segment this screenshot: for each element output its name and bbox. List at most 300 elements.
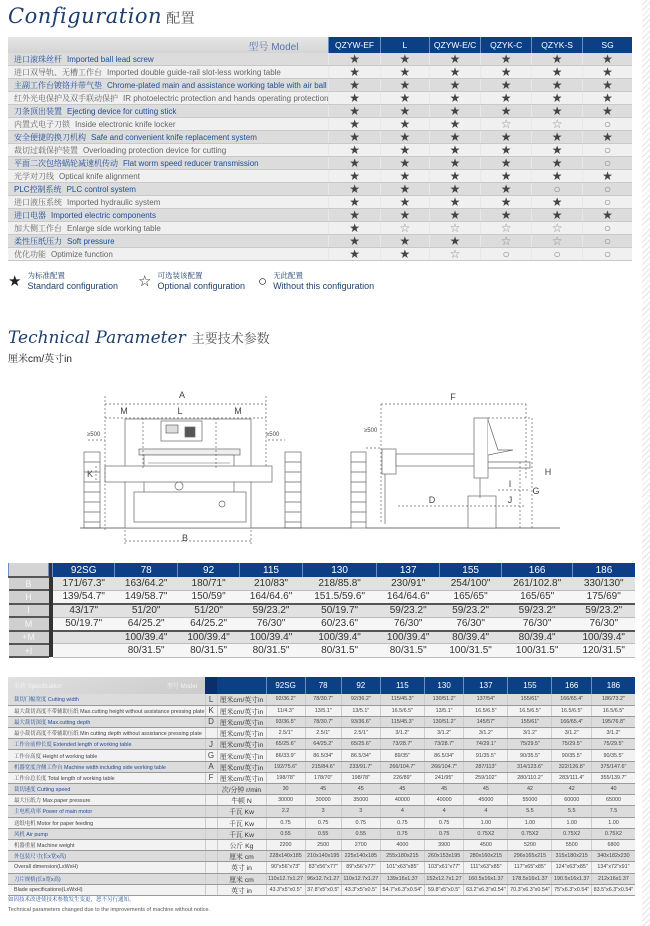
filled-star-icon: ★ [583, 79, 632, 92]
dimension-cell: 171/67.3" [53, 577, 115, 590]
spec-cell: 2.5/1" [341, 728, 380, 739]
spec-cell: 166/65.4" [552, 694, 591, 705]
spec-cell: 0.75 [305, 817, 341, 828]
feature-name [8, 105, 329, 118]
specification-header-row [8, 677, 635, 694]
filled-star-icon: ★ [532, 53, 583, 66]
feature-name-en: Soft pressure [67, 236, 115, 246]
spec-cell: 45 [305, 784, 341, 795]
outline-star-icon: ☆ [481, 235, 532, 248]
spec-cell: 40 [591, 784, 635, 795]
spec-cell: 30000 [305, 795, 341, 806]
spec-cell: 117"x65"x85" [508, 862, 552, 873]
spec-cell: 280/110.2" [508, 772, 552, 783]
footnote [8, 895, 210, 915]
filled-star-icon: ★ [481, 105, 532, 118]
dimension-row [9, 644, 636, 657]
feature-name-en: Enlarge side working table [67, 223, 161, 233]
spec-code [205, 784, 217, 795]
spec-cell: 1.00 [464, 817, 508, 828]
dimension-cell: 59/23.2" [572, 604, 635, 617]
dimension-cell: 164/64.6" [377, 590, 439, 603]
legend-item-standard [8, 270, 138, 292]
spec-unit: 公斤 Kg [217, 839, 266, 850]
spec-row [8, 806, 635, 817]
spec-cell: 42 [552, 784, 591, 795]
spec-row [8, 739, 635, 750]
filled-star-icon: ★ [481, 79, 532, 92]
spec-cell: 111"x63"x85" [464, 862, 508, 873]
feature-row [8, 157, 632, 170]
spec-cell: 89/35" [380, 750, 424, 761]
spec-cell: 91/35.5" [464, 750, 508, 761]
spec-cell: 63.2"x6.3"x0.54" [464, 884, 508, 895]
spec-cell: 45 [341, 784, 380, 795]
clearance-label-side: ≥500 [364, 428, 378, 434]
feature-row [8, 53, 632, 66]
dimension-row-label: B [9, 577, 49, 590]
model-header: 型号 Model [8, 37, 329, 53]
feature-name-cn: 柔性压纸压力 [14, 236, 62, 246]
feature-name-cn: 红外光电保护及双手联动保护 [14, 93, 118, 103]
dimension-row-label: I [9, 604, 49, 617]
feature-row [8, 170, 632, 183]
outline-star-icon: ☆ [532, 235, 583, 248]
spec-cell: 45 [464, 784, 508, 795]
feature-row [8, 92, 632, 105]
dimension-cell: 100/39.4" [177, 631, 239, 644]
dimension-cell: 149/58.7" [115, 590, 177, 603]
filled-star-icon: ★ [481, 157, 532, 170]
spec-cell: 11/4.3" [266, 705, 305, 716]
filled-star-icon: ★ [481, 144, 532, 157]
spec-row [8, 750, 635, 761]
feature-name-cn: PLC控制系统 [14, 184, 62, 194]
feature-row [8, 235, 632, 248]
filled-star-icon: ★ [532, 157, 583, 170]
spec-cell: 65/25.6" [266, 739, 305, 750]
technical-title: Technical Parameter [8, 328, 186, 348]
outline-star-icon: ☆ [481, 222, 532, 235]
spec-cell: 0.55 [305, 828, 341, 839]
filled-star-icon: ★ [481, 131, 532, 144]
spec-cell: 90/35.5" [591, 750, 635, 761]
spec-cell: 130/51.2" [424, 694, 463, 705]
spec-cell: 195/76.8" [591, 716, 635, 727]
spec-cell: 2.5/1" [266, 728, 305, 739]
feature-name-cn: 加大侧工作台 [14, 223, 62, 233]
dimension-table [8, 563, 635, 658]
dimension-cell: 50/19.7" [302, 604, 377, 617]
spec-corner-model: 型号 Model [167, 684, 198, 690]
spec-name: 风机 Air pump [8, 828, 205, 839]
spec-cell: 96x12.7x1.27 [305, 873, 341, 884]
spec-cell: 178/70" [305, 772, 341, 783]
filled-star-icon: ★ [329, 196, 380, 209]
feature-name [8, 196, 329, 209]
feature-name-cn: 进口液压系统 [14, 197, 62, 207]
filled-star-icon: ★ [532, 209, 583, 222]
feature-name [8, 66, 329, 79]
feature-name [8, 222, 329, 235]
feature-name [8, 248, 329, 261]
feature-name-en: Overloading protection device for cutting [83, 145, 227, 155]
spec-code [205, 862, 217, 873]
dimension-cell: 64/25.2" [177, 617, 239, 630]
circle-icon: ○ [583, 118, 632, 131]
spec-cell: 16.5/6.5" [591, 705, 635, 716]
dimension-row-label: +M [9, 631, 49, 644]
filled-star-icon: ★ [429, 105, 480, 118]
spec-row [8, 828, 635, 839]
spec-corner-cn: 名称 [14, 684, 27, 690]
feature-name-en: Inside electronic knife locker [75, 119, 176, 129]
spec-cell: 70.3"x6.3"x0.54" [508, 884, 552, 895]
spec-cell: 210x140x195 [305, 851, 341, 862]
dim-label-A: A [178, 390, 186, 400]
model-column-header: QZYK-C [481, 37, 532, 53]
spec-cell: 78/30.7" [305, 716, 341, 727]
filled-star-icon: ★ [583, 170, 632, 183]
model-column-header: 92SG [266, 677, 305, 694]
spec-cell: 0.75 [380, 828, 424, 839]
spec-cell: 89"x56"x77" [341, 862, 380, 873]
brick-wall-left [84, 452, 100, 528]
circle-icon: ○ [583, 196, 632, 209]
filled-star-icon: ★ [429, 53, 480, 66]
feature-name [8, 131, 329, 144]
dimension-cell: 59/23.2" [377, 604, 439, 617]
spec-unit: 厘米cm/英寸in [217, 761, 266, 772]
spec-unit: 英寸 in [217, 862, 266, 873]
spec-cell: 3900 [424, 839, 463, 850]
spec-corner-en: Specification [27, 684, 62, 690]
filled-star-icon: ★ [532, 79, 583, 92]
dimension-cell: 164/64.6" [240, 590, 302, 603]
spec-cell: 73/28.7" [424, 739, 463, 750]
spec-cell: 255x180x215 [380, 851, 424, 862]
spec-cell: 190.5x16x1.37 [552, 873, 591, 884]
dimension-row-label: +I [9, 644, 49, 657]
spec-cell: 75/29.5" [552, 739, 591, 750]
spec-unit: 厘米cm/英寸in [217, 750, 266, 761]
dimension-cell: 230/91" [377, 577, 439, 590]
filled-star-icon: ★ [481, 170, 532, 183]
filled-star-icon: ★ [481, 92, 532, 105]
dimension-cell: 50/19.7" [53, 617, 115, 630]
filled-star-icon: ★ [429, 196, 480, 209]
outline-star-icon: ☆ [481, 118, 532, 131]
dim-label-M-left: M [120, 406, 128, 416]
spec-cell: 3/1.2" [380, 728, 424, 739]
spec-code: J [205, 739, 217, 750]
spec-cell: 4 [464, 806, 508, 817]
circle-icon: ○ [583, 222, 632, 235]
filled-star-icon: ★ [583, 131, 632, 144]
feature-name [8, 118, 329, 131]
spec-cell: 45 [380, 784, 424, 795]
spec-code-header [205, 677, 217, 694]
spec-cell: 322/126.8" [552, 761, 591, 772]
spec-cell: 160.5x16x1.37 [464, 873, 508, 884]
dimension-cell: 218/85.8" [302, 577, 377, 590]
spec-row [8, 851, 635, 862]
outline-star-icon: ☆ [532, 222, 583, 235]
feature-name [8, 79, 329, 92]
spec-row [8, 716, 635, 727]
filled-star-icon: ★ [429, 209, 480, 222]
configuration-header-row [8, 37, 632, 53]
spec-cell: 283/111.4" [552, 772, 591, 783]
model-column-header: QZYW-E/C [429, 37, 480, 53]
spec-cell: 4000 [380, 839, 424, 850]
filled-star-icon: ★ [583, 209, 632, 222]
spec-cell: 4500 [464, 839, 508, 850]
spec-unit: 厘米cm/英寸in [217, 728, 266, 739]
spec-code [205, 817, 217, 828]
model-column-header: 92SG [53, 563, 115, 577]
filled-star-icon: ★ [329, 222, 380, 235]
model-column-header: 130 [424, 677, 463, 694]
spec-cell: 0.75 [380, 817, 424, 828]
feature-name-cn: 进口电器 [14, 210, 46, 220]
spec-unit: 千瓦 Kw [217, 828, 266, 839]
spec-code: L [205, 694, 217, 705]
dimension-cell: 76/30" [377, 617, 439, 630]
filled-star-icon: ★ [532, 170, 583, 183]
spec-cell: 43.3"x5"x0.5" [266, 884, 305, 895]
clearance-label-right: ≥500 [266, 432, 280, 438]
spec-cell: 186/73.2" [591, 694, 635, 705]
dimension-cell: 100/39.4" [240, 631, 302, 644]
feature-name-en: PLC control system [66, 184, 136, 194]
dim-label-B: B [181, 533, 189, 543]
spec-unit: 厘米 cm [217, 873, 266, 884]
spec-cell: 3 [305, 806, 341, 817]
spec-unit: 厘米cm/英寸in [217, 705, 266, 716]
dimension-cell: 100/39.4" [302, 631, 377, 644]
brick-wall-side [351, 452, 366, 528]
spec-cell: 13/5.1" [424, 705, 463, 716]
spec-cell: 93/36.5" [266, 716, 305, 727]
spec-name: Overall dimension(LxWxH) [8, 862, 205, 873]
spec-cell: 5.5 [508, 806, 552, 817]
dim-label-F: F [450, 392, 456, 402]
model-column-header: 155 [439, 563, 501, 577]
spec-cell: 152x12.7x1.27 [424, 873, 463, 884]
dim-label-M-right: M [234, 406, 242, 416]
filled-star-icon: ★ [329, 66, 380, 79]
filled-star-icon: ★ [329, 170, 380, 183]
filled-star-icon: ★ [429, 157, 480, 170]
spec-cell: 16.5/6.5" [464, 705, 508, 716]
spec-row [8, 884, 635, 895]
outline-star-icon: ☆ [429, 248, 480, 261]
filled-star-icon: ★ [329, 144, 380, 157]
feature-name [8, 209, 329, 222]
spec-cell: 73/28.7" [380, 739, 424, 750]
spec-cell: 166/65.4" [552, 716, 591, 727]
filled-star-icon: ★ [583, 105, 632, 118]
dimension-cell: 80/31.5" [302, 644, 377, 657]
footnote-en: Technical parameters changed due to the improvements of machine without notice. [8, 907, 211, 913]
spec-cell: 3/1.2" [591, 728, 635, 739]
model-column-header: 78 [305, 677, 341, 694]
spec-unit: 厘米cm/英寸in [217, 772, 266, 783]
spec-unit: 厘米cm/英寸in [217, 716, 266, 727]
dimension-cell: 76/30" [572, 617, 635, 630]
spec-code [205, 795, 217, 806]
spec-cell: 86.5/34" [341, 750, 380, 761]
filled-star-icon: ★ [329, 118, 380, 131]
filled-star-icon: ★ [8, 273, 22, 290]
filled-star-icon: ★ [532, 144, 583, 157]
spec-cell: 83"x56"x77" [305, 862, 341, 873]
feature-row [8, 183, 632, 196]
feature-name [8, 92, 329, 105]
spec-cell: 134"x72"x91" [591, 862, 635, 873]
front-view-drawing [80, 390, 352, 544]
legend-en: Without this configuration [273, 281, 375, 291]
spec-cell: 75"x6.3"x0.54" [552, 884, 591, 895]
spec-cell: 5200 [508, 839, 552, 850]
circle-icon: ○ [583, 248, 632, 261]
legend-en: Standard configuration [27, 281, 119, 291]
feature-name [8, 157, 329, 170]
model-column-header: QZYK-S [532, 37, 583, 53]
dimension-row-label: M [9, 617, 49, 630]
model-column-header: SG [583, 37, 632, 53]
spec-cell: 198/78" [266, 772, 305, 783]
feature-name [8, 183, 329, 196]
filled-star-icon: ★ [532, 131, 583, 144]
spec-unit-header [217, 677, 266, 694]
spec-cell: 287/113" [464, 761, 508, 772]
dimension-cell: 180/71" [177, 577, 239, 590]
spec-cell: 296x165x215 [508, 851, 552, 862]
dimension-cell: 64/25.2" [115, 617, 177, 630]
filled-star-icon: ★ [329, 105, 380, 118]
dimension-cell: 80/31.5" [377, 644, 439, 657]
feature-name-cn: 优化功能 [14, 249, 46, 259]
filled-star-icon: ★ [481, 196, 532, 209]
spec-name: 外包装尺寸(长x宽x高) [8, 851, 205, 862]
dim-label-D: D [428, 495, 436, 505]
dimension-cell: 76/30" [439, 617, 501, 630]
spec-cell: 314/123.6" [508, 761, 552, 772]
dimension-cell: 59/23.2" [439, 604, 501, 617]
spec-cell: 0.75X2 [591, 828, 635, 839]
dimension-cell: 80/31.5" [177, 644, 239, 657]
filled-star-icon: ★ [429, 118, 480, 131]
spec-cell: 0.75X2 [552, 828, 591, 839]
dimension-cell: 163/64.2" [115, 577, 177, 590]
dimension-cell: 59/23.2" [240, 604, 302, 617]
dimension-row-label: H [9, 590, 49, 603]
spec-cell: 86.5/34" [305, 750, 341, 761]
filled-star-icon: ★ [481, 183, 532, 196]
spec-unit: 英寸 in [217, 884, 266, 895]
spec-code: F [205, 772, 217, 783]
spec-cell: 228x140x185 [266, 851, 305, 862]
feature-name-en: Flat worm speed reducer transmission [123, 158, 259, 168]
dimension-cell: 60/23.6" [302, 617, 377, 630]
feature-name [8, 53, 329, 66]
spec-cell: 259/102" [464, 772, 508, 783]
spec-corner-header [8, 677, 205, 694]
dim-label-K: K [86, 469, 94, 479]
filled-star-icon: ★ [329, 53, 380, 66]
feature-name-en: Imported hydraulic system [67, 197, 161, 207]
spec-cell: 110x12.7x1.27 [341, 873, 380, 884]
spec-cell: 375/147.6" [591, 761, 635, 772]
dimension-row [9, 617, 636, 630]
dimension-header-row [9, 563, 636, 577]
dimension-row [9, 590, 636, 603]
outline-star-icon: ☆ [429, 222, 480, 235]
spec-cell: 16.5/6.5" [508, 705, 552, 716]
dimension-cell: 165/65" [439, 590, 501, 603]
dimension-cell: 100/31.5" [502, 644, 573, 657]
spec-cell: 103"x61"x77" [424, 862, 463, 873]
spec-cell: 266/104.7" [424, 761, 463, 772]
filled-star-icon: ★ [429, 92, 480, 105]
spec-name: 机器宽度含侧工作台 Machine width including side working table [8, 761, 205, 772]
feature-row [8, 118, 632, 131]
spec-code: K [205, 705, 217, 716]
filled-star-icon: ★ [380, 53, 429, 66]
feature-name-en: Optimize function [51, 249, 113, 259]
spec-cell: 45000 [464, 795, 508, 806]
model-column-header: 78 [115, 563, 177, 577]
feature-name-en: Imported electric components [51, 210, 156, 220]
spec-row [8, 862, 635, 873]
spec-cell: 83.5"x6.3"x0.54" [591, 884, 635, 895]
spec-cell: 241/95" [424, 772, 463, 783]
spec-name: 送纸电机 Motor for paper feeding [8, 817, 205, 828]
model-column-header: 137 [464, 677, 508, 694]
filled-star-icon: ★ [329, 92, 380, 105]
spec-name: 最大压纸力 Max.paper pressure [8, 795, 205, 806]
filled-star-icon: ★ [380, 118, 429, 131]
filled-star-icon: ★ [380, 79, 429, 92]
filled-star-icon: ★ [329, 235, 380, 248]
spec-cell: 3/1.2" [508, 728, 552, 739]
filled-star-icon: ★ [380, 66, 429, 79]
spec-cell: 124"x63"x85" [552, 862, 591, 873]
dimension-cell: 51/20" [115, 604, 177, 617]
spec-unit: 厘米cm/英寸in [217, 739, 266, 750]
spec-cell: 212x16x1.37 [591, 873, 635, 884]
spec-row [8, 772, 635, 783]
dimension-cell: 254/100" [439, 577, 501, 590]
technical-title-cn: 主要技术参数 [191, 332, 270, 347]
spec-unit: 千瓦 Kw [217, 806, 266, 817]
circle-icon: ○ [481, 248, 532, 261]
filled-star-icon: ★ [380, 209, 429, 222]
spec-cell: 0.75 [424, 817, 463, 828]
spec-row [8, 728, 635, 739]
configuration-title-cn: 配置 [166, 11, 196, 27]
circle-icon: ○ [532, 248, 583, 261]
feature-name [8, 170, 329, 183]
circle-icon: ○ [583, 235, 632, 248]
spec-cell: 86/33.9" [266, 750, 305, 761]
filled-star-icon: ★ [583, 66, 632, 79]
dimension-cell: 59/23.2" [502, 604, 573, 617]
spec-cell: 340x182x230 [591, 851, 635, 862]
configuration-heading [8, 4, 195, 28]
